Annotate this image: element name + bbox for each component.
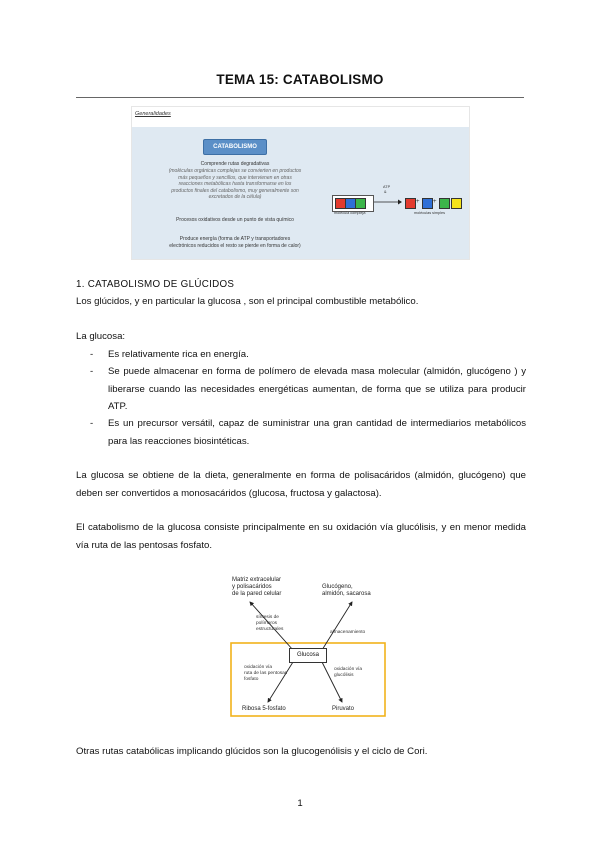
- label-pentosas-3: fosfato: [244, 677, 259, 682]
- label-pentosas-1: oxidación vía: [244, 665, 272, 670]
- catabolismo-label-box: CATABOLISMO: [203, 139, 267, 155]
- slide-line-oxidativos: Procesos oxidativos desde un punto de vista químico: [176, 217, 294, 223]
- slide-panel: [132, 127, 469, 259]
- label-glucogeno-1: Glucógeno,: [322, 584, 353, 590]
- slide-energy-1: Produce energía (forma de ATP y transportadores: [179, 236, 291, 242]
- bullet-item: Se puede almacenar en forma de polímero de elevada masa molecular (almidón, glucógeno ) y liberarse cuando las necesidades energéticas aumentan, de forma que se utiliza para producir ATP.: [108, 366, 526, 412]
- green-square-icon: [439, 198, 450, 209]
- scheme-atp-label: ATP: [383, 185, 391, 189]
- page-title: TEMA 15: CATABOLISMO: [216, 72, 384, 87]
- blue-square-icon: [422, 198, 433, 209]
- label-glucolisis-2: glucólisis: [334, 673, 354, 678]
- plus-sign: +: [433, 199, 437, 205]
- catabolismo-paragraph: El catabolismo de la glucosa consiste principalmente en su oxidación vía glucólisis, y en menor medida vía ruta de las pentosas fosfato.: [76, 522, 526, 551]
- label-matriz-2: y polisacáridos: [232, 584, 272, 590]
- label-glucogeno-2: almidón, sacarosa: [322, 591, 371, 597]
- slide-heading: Generalidades: [135, 111, 171, 117]
- page-number: 1: [297, 798, 303, 809]
- bullet-dash: -: [90, 418, 94, 429]
- slide-italic-1: (moléculas orgánicas complejas se convierten en productos: [168, 168, 302, 174]
- bullet-item: Es un precursor versátil, capaz de suministrar una gran cantidad de intermediarios metabólicos para las reacciones biosintéticas.: [108, 418, 526, 447]
- label-sintesis-2: polímeros: [256, 621, 278, 626]
- glucosa-node: Glucosa: [289, 648, 327, 663]
- otras-rutas-paragraph: Otras rutas catabólicas implicando glúcidos son la glucogenólisis y el ciclo de Cori.: [76, 746, 428, 757]
- yellow-square-icon: [451, 198, 462, 209]
- slide-italic-5: excretados de la célula): [208, 194, 262, 200]
- red-square-icon: [405, 198, 416, 209]
- label-almacenamiento: almacenamiento: [330, 630, 366, 635]
- scheme-amp-label: &: [384, 190, 387, 194]
- catabolism-slide-figure: [131, 106, 470, 260]
- label-matriz-1: Matriz extracelular: [232, 577, 282, 583]
- dieta-paragraph: La glucosa se obtiene de la dieta, generalmente en forma de polisacáridos (almidón, glucógeno) que deben ser convertidos a monosacáridos (glucosa, fructosa y galactosa).: [76, 470, 526, 499]
- label-sintesis-3: estructurales: [256, 627, 284, 632]
- bullet-item: Es relativamente rica en energía.: [108, 349, 249, 360]
- bullet-dash: -: [90, 349, 94, 360]
- label-piruvato: Piruvato: [332, 706, 355, 712]
- intro-paragraph: Los glúcidos, y en particular la glucosa , son el principal combustible metabólico.: [76, 296, 419, 307]
- slide-energy-2: electrónicos reducidos el resto se pierde en forma de calor): [169, 242, 301, 249]
- scheme-right-caption: moléculas simples: [414, 211, 446, 215]
- section-heading: 1. CATABOLISMO DE GLÚCIDOS: [76, 279, 235, 290]
- label-ribosa: Ribosa 5-fosfato: [242, 706, 286, 712]
- label-glucolisis-1: oxidación vía: [334, 667, 362, 672]
- arrow-right-icon: [374, 198, 402, 206]
- bullet-dash: -: [90, 366, 94, 377]
- slide-italic-4: productos finales del catabolismo, muy generalmente son: [171, 187, 299, 194]
- green-square-icon: [355, 198, 366, 209]
- slide-italic-2: más pequeños y sencillos, que intervienen en otras: [178, 174, 292, 181]
- label-sintesis-1: síntesis de: [256, 615, 279, 620]
- glucosa-label: La glucosa:: [76, 331, 126, 342]
- scheme-left-caption: molécula compleja: [334, 211, 366, 215]
- label-pentosas-2: ruta de las pentosas: [244, 671, 288, 676]
- slide-line-rutas: Comprende rutas degradativas: [200, 161, 270, 167]
- title-divider: [76, 97, 524, 98]
- slide-italic-3: reacciones metabólicas hasta transformarse en los: [178, 181, 292, 187]
- molecule-scheme: [332, 185, 462, 219]
- label-matriz-3: de la pared celular: [232, 591, 282, 597]
- plus-sign: +: [416, 199, 420, 205]
- glucose-pathways-diagram: [230, 576, 386, 718]
